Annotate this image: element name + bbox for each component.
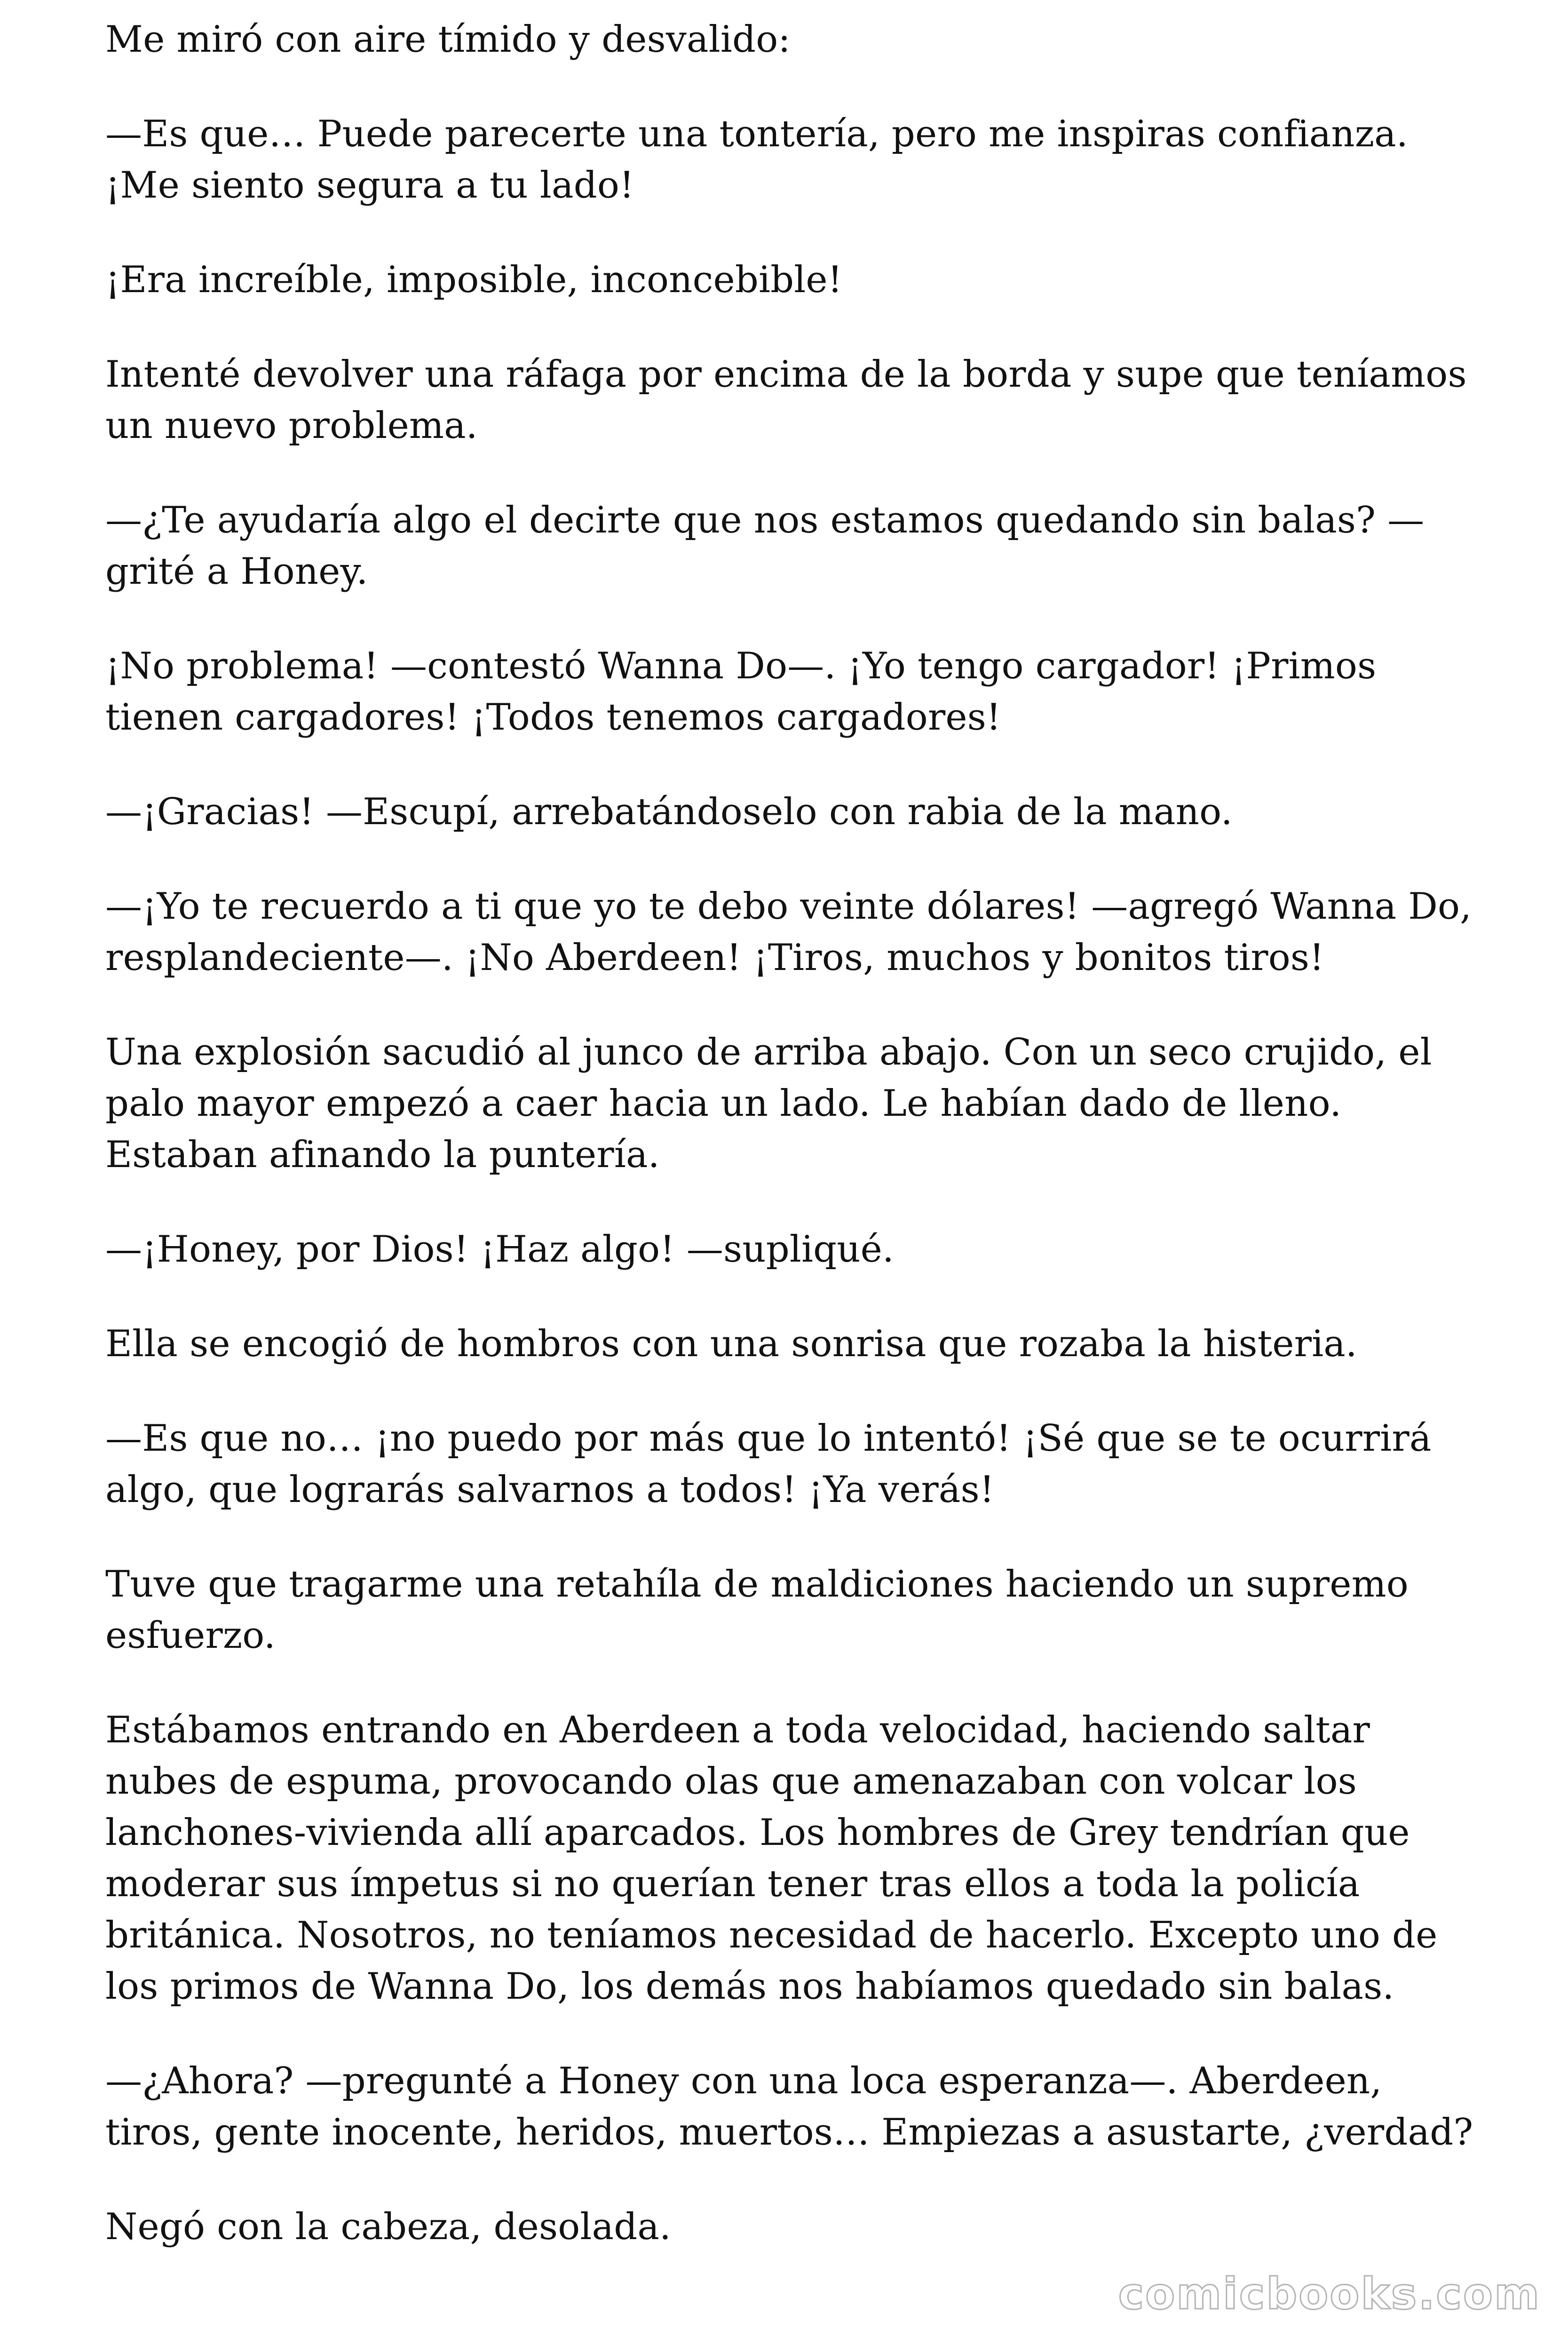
paragraph: —Es que… Puede parecerte una tontería, pero me inspiras confianza. ¡Me siento segura a tu lado! (105, 113, 1408, 207)
paragraph: ¡No problema! —contestó Wanna Do—. ¡Yo tengo cargador! ¡Primos tienen cargadores! ¡Todos tenemos cargadores! (105, 645, 1377, 739)
paragraph: Intenté devolver una ráfaga por encima de la borda y supe que teníamos un nuevo problema. (105, 353, 1467, 447)
paragraph: Negó con la cabeza, desolada. (105, 2206, 672, 2248)
paragraph: —¡Yo te recuerdo a ti que yo te debo veinte dólares! —agregó Wanna Do, resplandeciente—. ¡No Aberdeen! ¡Tiros, muchos y bonitos tiros! (105, 885, 1472, 979)
paragraph: —Es que no… ¡no puedo por más que lo intentó! ¡Sé que se te ocurrirá algo, que lograrás salvarnos a todos! ¡Ya verás! (105, 1417, 1432, 1511)
paragraph: —¿Ahora? —pregunté a Honey con una loca esperanza—. Aberdeen, tiros, gente inocente, heridos, muertos… Empiezas a asustarte, ¿verdad? (105, 2060, 1473, 2153)
paragraph: —¡Gracias! —Escupí, arrebatándoselo con rabia de la mano. (105, 791, 1233, 833)
page-body-text (105, 14, 1479, 2296)
paragraph: —¿Te ayudaría algo el decirte que nos estamos quedando sin balas? —grité a Honey. (105, 499, 1425, 593)
paragraph: Una explosión sacudió al junco de arriba abajo. Con un seco crujido, el palo mayor empezó a caer hacia un lado. Le habían dado de lleno. Estaban afinando la puntería. (105, 1031, 1432, 1176)
paragraph: Estábamos entrando en Aberdeen a toda velocidad, haciendo saltar nubes de espuma, provocando olas que amenazaban con volcar los lanchones-vivienda allí aparcados. Los hombres de Grey tendrían que moderar sus ímpetus si no querían tener tras ellos a toda la policía británica. Nosotros, no teníamos necesidad de hacerlo. Excepto uno de los primos de Wanna Do, los demás nos habíamos quedado sin balas. (105, 1709, 1438, 2008)
paragraph: Tuve que tragarme una retahíla de maldiciones haciendo un supremo esfuerzo. (105, 1563, 1409, 1657)
paragraph: Me miró con aire tímido y desvalido: (105, 18, 791, 61)
paragraph: —¡Honey, por Dios! ¡Haz algo! —supliqué. (105, 1228, 895, 1271)
site-watermark: comicbooks.com (1118, 2269, 1541, 2319)
paragraph: Ella se encogió de hombros con una sonrisa que rozaba la histeria. (105, 1323, 1357, 1365)
paragraph: ¡Era increíble, imposible, inconcebible! (105, 259, 843, 301)
